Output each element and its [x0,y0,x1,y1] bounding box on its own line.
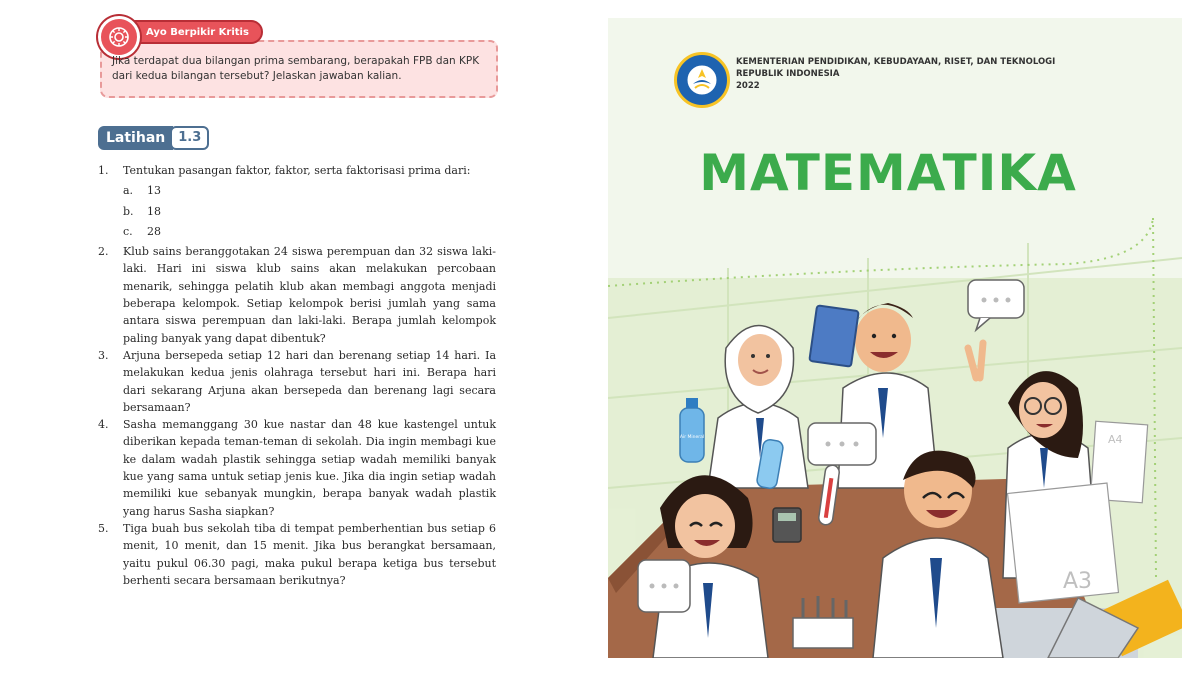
students-illustration [608,18,1182,658]
bottle-label: Air Mineral [679,435,705,440]
paper-a3-label: A3 [1063,569,1093,594]
sub-letter: c. [123,224,133,238]
question-number: 4. [98,418,109,432]
question-text: Sasha memanggang 30 kue nastar dan 48 kue kastengel untuk diberikan kepada teman-teman di sekolah. Dia ingin membagi kue ke dalam wadah plastik sehingga setiap wadah memiliki banyak kue yang sama untuk setiap jenis kue. Jika dia ingin setiap wadah memiliki kue sebanyak mungkin, berapa banyak wadah plastik yang harus Sasha siapkan? [123,418,496,518]
question-list [98,162,496,589]
question-number: 5. [98,521,109,535]
critical-thinking-question: Jika terdapat dua bilangan prima sembarang, berapakah FPB dan KPK dari kedua bilangan tersebut? Jelaskan jawaban kalian. [112,55,480,82]
calculator-icon [773,508,801,542]
exercise-label: Latihan [98,126,173,150]
question-text: Arjuna bersepeda setiap 12 hari dan berenang setiap 14 hari. Ia melakukan kedua jenis olahraga tersebut hari ini. Berapa hari dari sekarang Arjuna akan bersepeda dan berenang lagi secara bersamaan? [123,348,496,414]
question-item [98,243,496,347]
sub-letter: b. [123,204,134,218]
exercise-number: 1.3 [170,126,209,150]
critical-thinking-label: Ayo Berpikir Kritis [104,20,263,44]
left-page [0,0,560,675]
question-number: 1. [98,164,109,177]
ministry-line-1: KEMENTERIAN PENDIDIKAN, KEBUDAYAAN, RISET, DAN TEKNOLOGI [736,57,1056,67]
sub-item [98,203,496,220]
question-item [98,162,496,179]
book-cover [608,18,1182,658]
sub-item [98,182,496,199]
question-text: Tiga buah bus sekolah tiba di tempat pemberhentian bus setiap 6 menit, 10 menit, dan 15 menit. Jika bus berangkat bersamaan, yaitu pukul 06.30 pagi, maka pukul berapa ketiga bus tersebut berhenti secara bersamaan berikutnya? [123,521,496,587]
question-text: Klub sains beranggotakan 24 siswa perempuan dan 32 siswa laki-laki. Hari ini siswa klub sains akan melakukan percobaan menarik, sehingga pelatih klub akan membagi anggota menjadi beberapa kelompok. Setiap kelompok berisi jumlah yang sama antara siswa perempuan dan laki-laki. Berapa jumlah kelompok paling banyak yang dapat dibentuk? [123,245,496,345]
question-number: 2. [98,245,109,259]
ministry-line-2: REPUBLIK INDONESIA [736,69,840,79]
question-item [98,347,496,416]
speech-bubble-icon [808,423,876,465]
sub-value: 28 [147,224,161,238]
book-title: MATEMATIKA [699,144,1077,202]
question-item [98,416,496,520]
paper-a4-label: A4 [1108,433,1123,446]
sub-letter: a. [123,184,134,198]
sub-value: 18 [147,204,161,218]
publication-year: 2022 [736,81,760,91]
question-item [98,520,496,589]
question-number: 3. [98,348,109,362]
speech-bubble-icon [638,560,690,612]
sub-value: 13 [147,184,161,198]
question-text: Tentukan pasangan faktor, faktor, serta faktorisasi prima dari: [123,164,471,177]
exercise-header [98,126,209,150]
sub-item [98,223,496,240]
brain-gear-icon [98,16,140,58]
